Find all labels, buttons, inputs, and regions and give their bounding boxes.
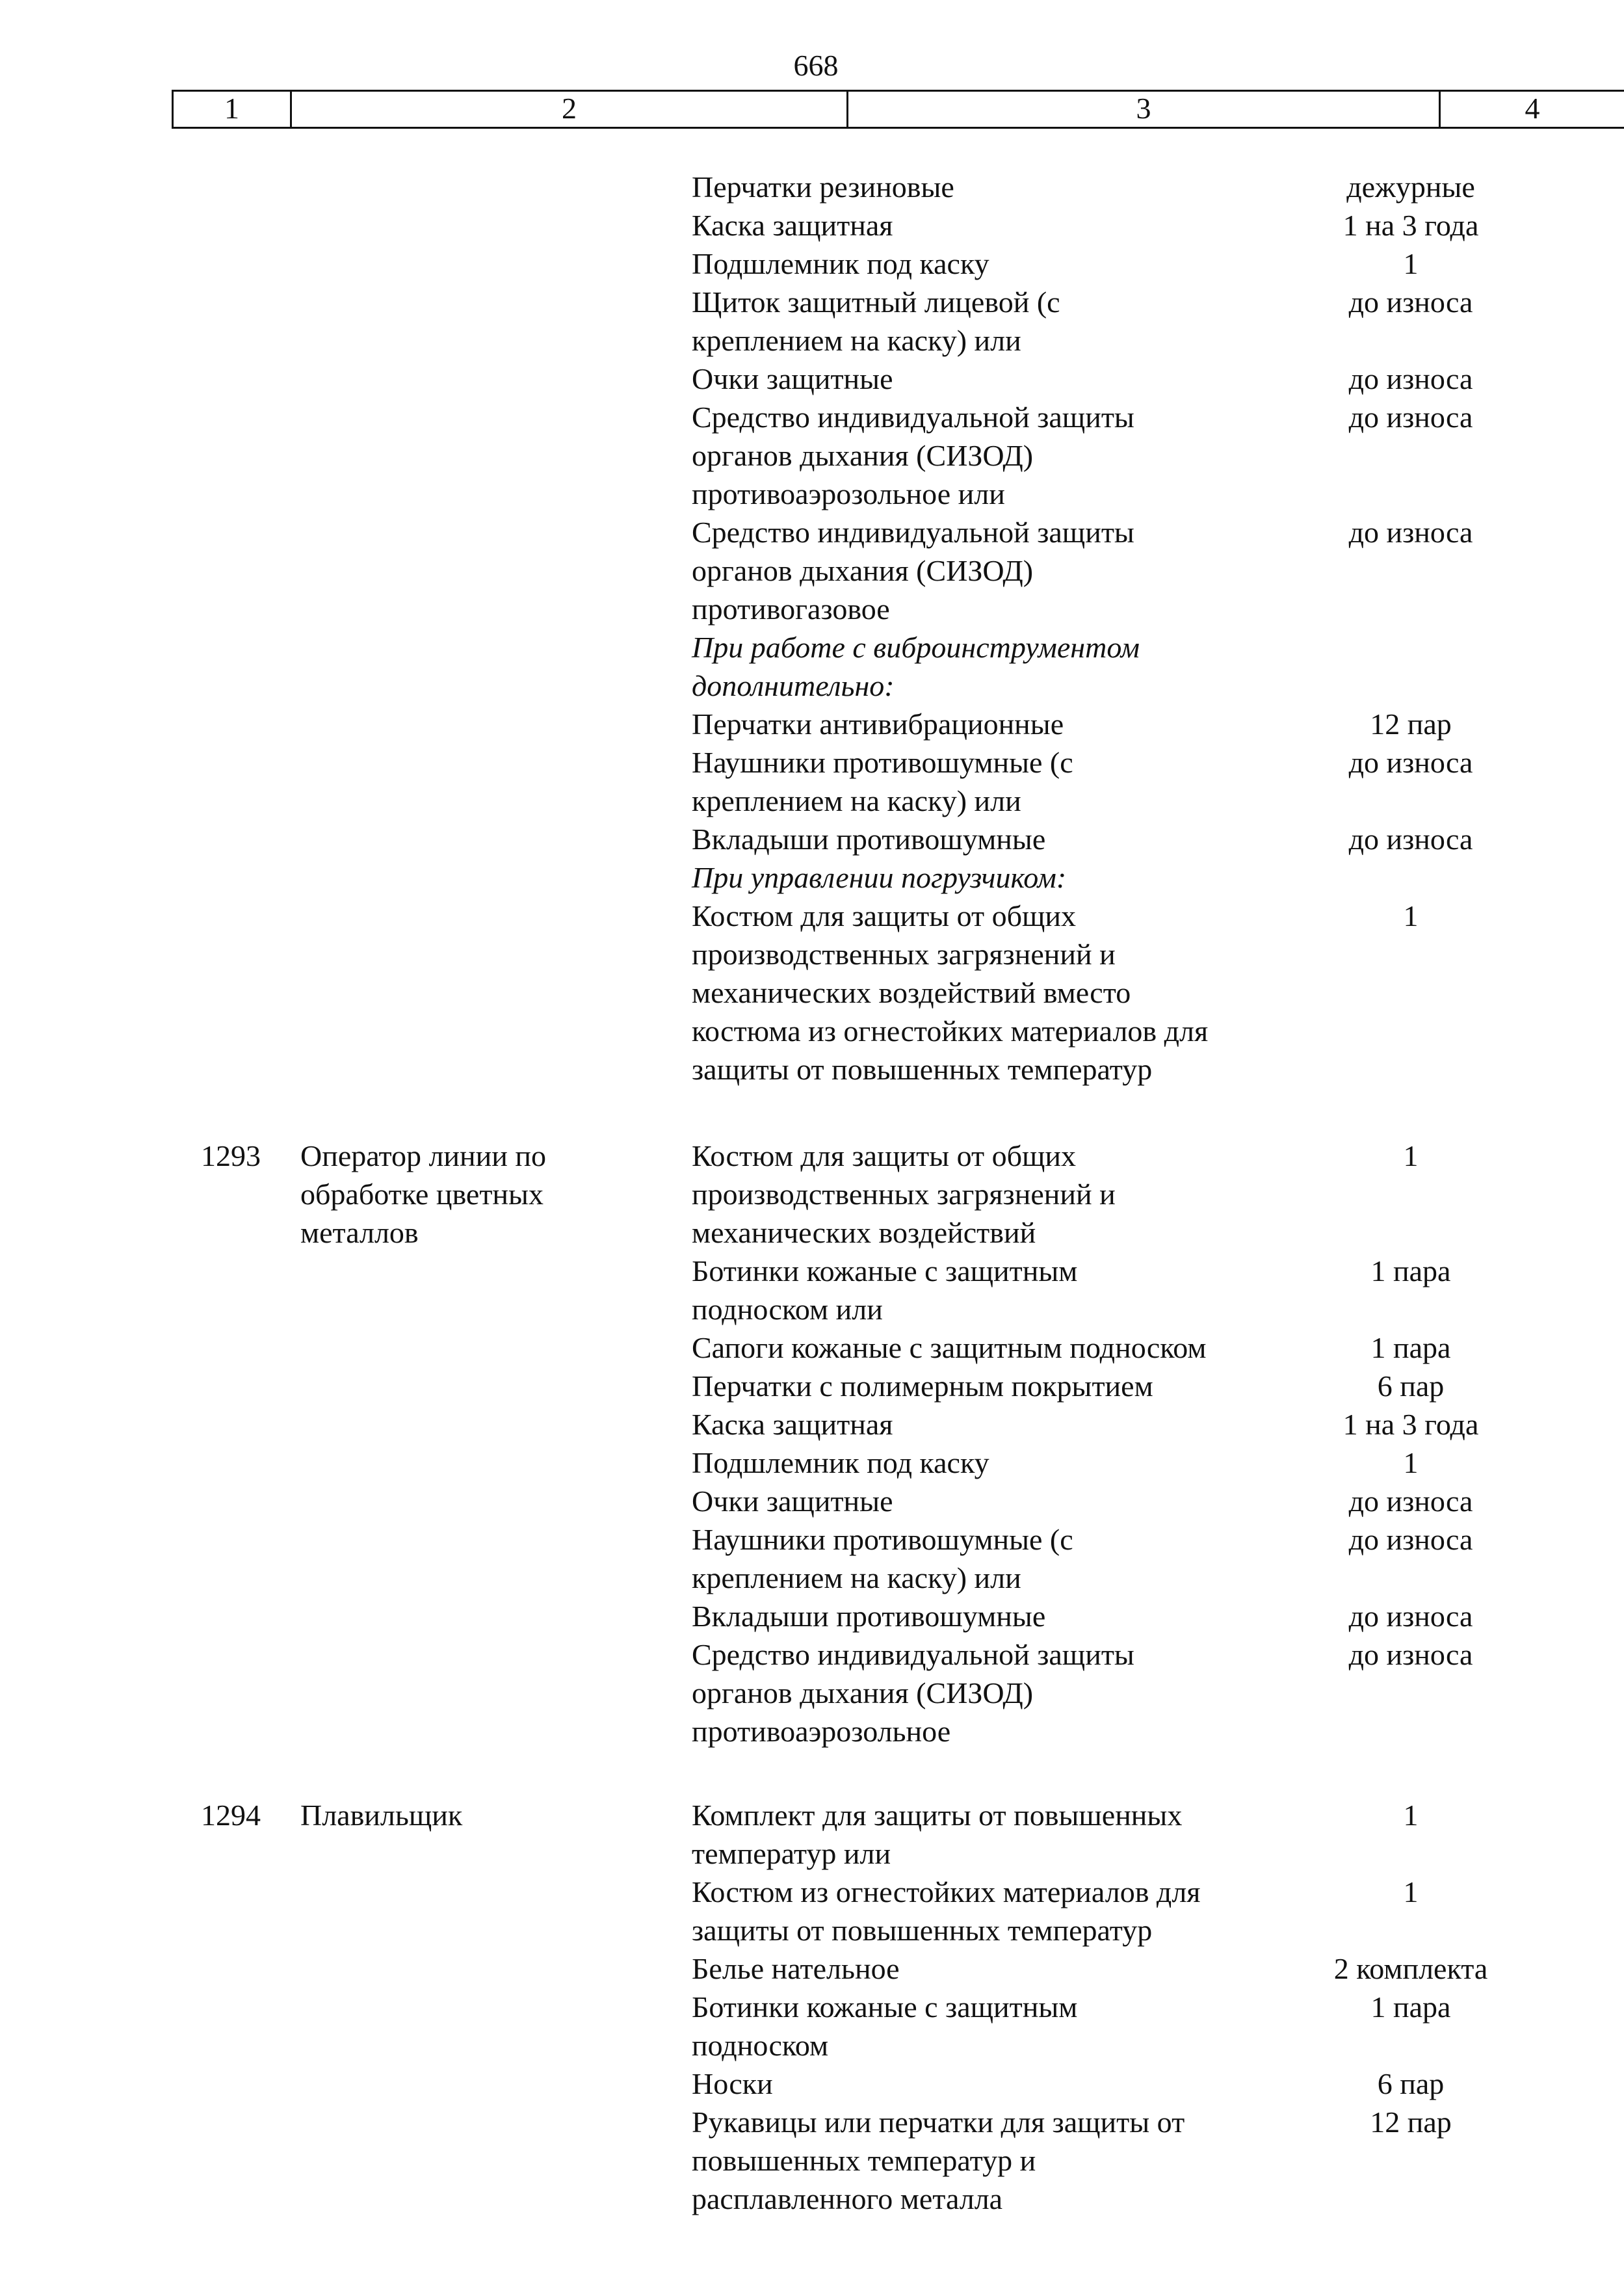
ppe-item-name: Подшлемник под каску xyxy=(692,247,989,280)
ppe-item-name: Очки защитные xyxy=(692,362,893,395)
ppe-item-row xyxy=(0,206,1624,244)
ppe-item-row xyxy=(0,1949,1624,1988)
ppe-item-name: Щиток защитный лицевой (с креплением на каску) или xyxy=(692,285,1060,357)
ppe-item-row xyxy=(0,820,1624,858)
ppe-item-name: Очки защитные xyxy=(692,1484,893,1518)
ppe-item-row xyxy=(0,1328,1624,1367)
ppe-item-row xyxy=(0,1482,1624,1520)
ppe-item-row xyxy=(0,283,1624,360)
ppe-item-name: Вкладыши противошумные xyxy=(692,1600,1046,1633)
ppe-item-norm: до износа xyxy=(1348,746,1473,779)
ppe-item-row xyxy=(0,897,1624,1089)
table-header-row xyxy=(172,90,1624,129)
ppe-item-name: Средство индивидуальной защиты органов дыхания (СИЗОД) противогазовое xyxy=(692,516,1134,626)
ppe-item-list xyxy=(0,1796,1624,2218)
ppe-item-row xyxy=(0,1137,1624,1252)
ppe-item-row xyxy=(0,1988,1624,2065)
ppe-item-norm: 12 пар xyxy=(1370,707,1452,741)
ppe-item-row xyxy=(0,705,1624,743)
ppe-item-norm: 1 на 3 года xyxy=(1342,1408,1479,1441)
ppe-item-name: Рукавицы или перчатки для защиты от повышенных температур и расплавленного металла xyxy=(692,2105,1185,2215)
column-header-4: 4 xyxy=(1439,92,1624,127)
ppe-item-row xyxy=(0,858,1624,897)
ppe-item-norm: 1 пара xyxy=(1370,1254,1451,1287)
ppe-item-name: Наушники противошумные (с креплением на каску) или xyxy=(692,746,1073,817)
ppe-item-name: Средство индивидуальной защиты органов дыхания (СИЗОД) противоаэрозольное xyxy=(692,1638,1134,1748)
row-number: 1293 xyxy=(201,1139,261,1172)
ppe-item-row xyxy=(0,628,1624,705)
ppe-item-row xyxy=(0,2103,1624,2218)
ppe-item-row xyxy=(0,1635,1624,1750)
ppe-item-row xyxy=(0,1873,1624,1949)
occupation-name: Плавильщик xyxy=(300,1799,463,1832)
ppe-item-norm: 1 на 3 года xyxy=(1342,209,1479,242)
ppe-item-norm: до износа xyxy=(1348,401,1473,434)
ppe-item-name: Каска защитная xyxy=(692,1408,893,1441)
ppe-item-name: Перчатки антивибрационные xyxy=(692,707,1064,741)
ppe-item-name: Костюм для защиты от общих производственных загрязнений и механических воздействий вместо костюма из огнестойких материалов для защиты от повышенных температур xyxy=(692,899,1209,1086)
occupation-name: Оператор линии по обработке цветных металлов xyxy=(300,1139,547,1249)
ppe-item-name: Перчатки резиновые xyxy=(692,170,954,204)
ppe-item-norm: 1 xyxy=(1403,247,1419,280)
ppe-item-row xyxy=(0,1252,1624,1328)
ppe-item-norm: 6 пар xyxy=(1377,1369,1445,1403)
ppe-item-norm: до износа xyxy=(1348,362,1473,395)
ppe-item-norm: 1 xyxy=(1403,1799,1419,1832)
row-number: 1294 xyxy=(201,1799,261,1832)
ppe-item-list xyxy=(0,1137,1624,1750)
ppe-item-row xyxy=(0,1444,1624,1482)
ppe-item-norm: 1 xyxy=(1403,1139,1419,1172)
ppe-item-norm: до износа xyxy=(1348,1600,1473,1633)
ppe-item-row xyxy=(0,513,1624,628)
ppe-item-name: Сапоги кожаные с защитным подноском xyxy=(692,1331,1207,1364)
column-header-2: 2 xyxy=(290,92,846,127)
condition-note: При управлении погрузчиком: xyxy=(692,861,1067,894)
ppe-item-norm: до износа xyxy=(1348,1638,1473,1671)
ppe-item-name: Комплект для защиты от повышенных температур или xyxy=(692,1799,1183,1870)
ppe-item-row xyxy=(0,2065,1624,2103)
ppe-item-norm: 1 xyxy=(1403,1875,1419,1908)
ppe-item-name: Костюм для защиты от общих производственных загрязнений и механических воздействий xyxy=(692,1139,1116,1249)
ppe-item-norm: 1 xyxy=(1403,1446,1419,1479)
ppe-item-norm: 1 пара xyxy=(1370,1331,1451,1364)
ppe-item-row xyxy=(0,1367,1624,1405)
ppe-item-name: Ботинки кожаные с защитным подноском или xyxy=(692,1254,1078,1326)
ppe-item-name: Ботинки кожаные с защитным подноском xyxy=(692,1990,1078,2062)
ppe-item-norm: до износа xyxy=(1348,516,1473,549)
ppe-item-norm: до износа xyxy=(1348,1484,1473,1518)
column-header-3: 3 xyxy=(846,92,1439,127)
ppe-item-row xyxy=(0,360,1624,398)
ppe-item-norm: до износа xyxy=(1348,823,1473,856)
ppe-item-name: Наушники противошумные (с креплением на каску) или xyxy=(692,1523,1073,1594)
ppe-item-name: Каска защитная xyxy=(692,209,893,242)
ppe-item-name: Подшлемник под каску xyxy=(692,1446,989,1479)
column-header-1: 1 xyxy=(172,92,290,127)
ppe-item-row xyxy=(0,1597,1624,1635)
ppe-item-row xyxy=(0,168,1624,206)
ppe-item-norm: 2 комплекта xyxy=(1333,1952,1488,1985)
ppe-item-name: Перчатки с полимерным покрытием xyxy=(692,1369,1153,1403)
ppe-item-row xyxy=(0,244,1624,283)
ppe-item-list xyxy=(0,168,1624,1089)
ppe-item-norm: дежурные xyxy=(1346,170,1475,204)
ppe-item-name: Белье нательное xyxy=(692,1952,900,1985)
ppe-item-norm: 1 пара xyxy=(1370,1990,1451,2024)
ppe-item-norm: 12 пар xyxy=(1370,2105,1452,2139)
ppe-item-norm: до износа xyxy=(1348,285,1473,319)
ppe-item-row xyxy=(0,743,1624,820)
ppe-item-name: Носки xyxy=(692,2067,773,2100)
ppe-item-norm: 1 xyxy=(1403,899,1419,932)
page-number: 668 xyxy=(793,49,839,82)
ppe-item-row xyxy=(0,1520,1624,1597)
ppe-item-norm: 6 пар xyxy=(1377,2067,1445,2100)
ppe-item-row xyxy=(0,1796,1624,1873)
ppe-item-row xyxy=(0,398,1624,513)
condition-note: При работе с виброинструментом дополнительно: xyxy=(692,631,1140,702)
ppe-item-norm: до износа xyxy=(1348,1523,1473,1556)
ppe-item-name: Костюм из огнестойких материалов для защиты от повышенных температур xyxy=(692,1875,1201,1947)
ppe-item-row xyxy=(0,1405,1624,1444)
ppe-item-name: Вкладыши противошумные xyxy=(692,823,1046,856)
ppe-item-name: Средство индивидуальной защиты органов дыхания (СИЗОД) противоаэрозольное или xyxy=(692,401,1134,510)
